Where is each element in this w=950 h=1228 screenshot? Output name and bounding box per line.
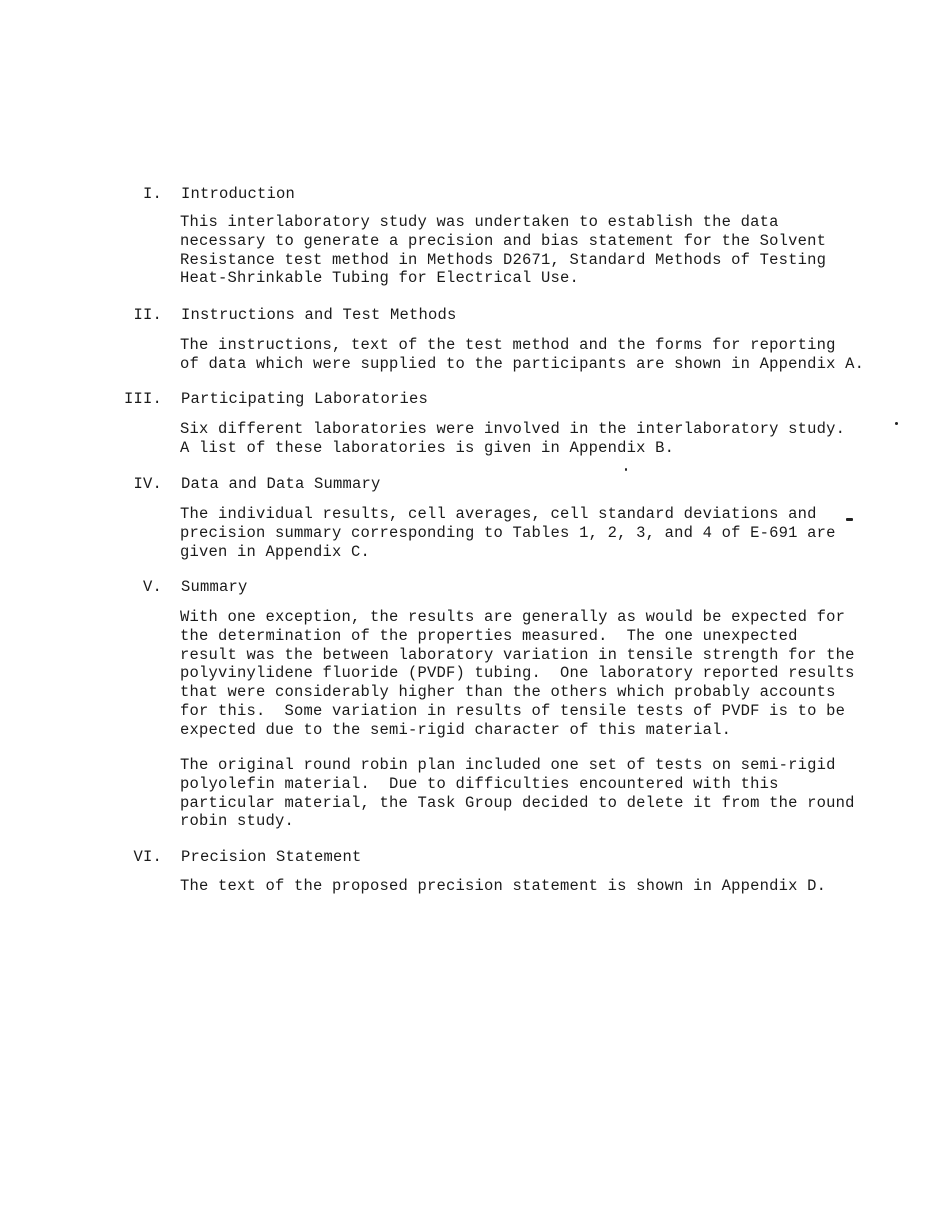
section-numeral: III.	[123, 390, 162, 408]
section-heading: Participating Laboratories	[181, 390, 429, 408]
section-numeral: I.	[142, 185, 162, 203]
section-heading: Summary	[181, 578, 248, 596]
section-heading: Data and Data Summary	[181, 475, 381, 493]
section-paragraph: With one exception, the results are generally as would be expected for the determination of the properties measured. The one unexpected result was the between laboratory variation in tensile strength for the polyvinylidene fluoride (PVDF) tubing. One laboratory reported results that were considerably higher than the others which probably accounts for this. Some variation in results of tensile tests of PVDF is to be expected due to the semi-rigid character of this material.	[180, 608, 855, 739]
section-paragraph: This interlaboratory study was undertaken to establish the data necessary to generate a precision and bias statement for the Solvent Resistance test method in Methods D2671, Standard Methods of Testing Heat-Shrinkable Tubing for Electrical Use.	[180, 213, 827, 288]
section-paragraph: The instructions, text of the test method and the forms for reporting of data which were supplied to the participants are shown in Appendix A.	[180, 336, 865, 373]
section-paragraph: Six different laboratories were involved in the interlaboratory study. A list of these laboratories is given in Appendix B.	[180, 420, 846, 457]
scan-speck	[846, 518, 853, 521]
section-heading: Precision Statement	[181, 848, 362, 866]
scan-speck	[625, 468, 627, 471]
section-numeral: VI.	[133, 848, 162, 866]
scan-speck	[895, 422, 898, 425]
section-numeral: V.	[142, 578, 162, 596]
section-paragraph: The original round robin plan included one set of tests on semi-rigid polyolefin material. Due to difficulties encountered with this particular material, the Task Group decided to delete it from the round robin study.	[180, 756, 855, 831]
section-paragraph: The individual results, cell averages, cell standard deviations and precision summary corresponding to Tables 1, 2, 3, and 4 of E-691 are given in Appendix C.	[180, 505, 836, 561]
section-heading: Instructions and Test Methods	[181, 306, 457, 324]
section-numeral: IV.	[133, 475, 162, 493]
section-numeral: II.	[133, 306, 162, 324]
section-paragraph: The text of the proposed precision statement is shown in Appendix D.	[180, 877, 827, 895]
section-heading: Introduction	[181, 185, 296, 203]
